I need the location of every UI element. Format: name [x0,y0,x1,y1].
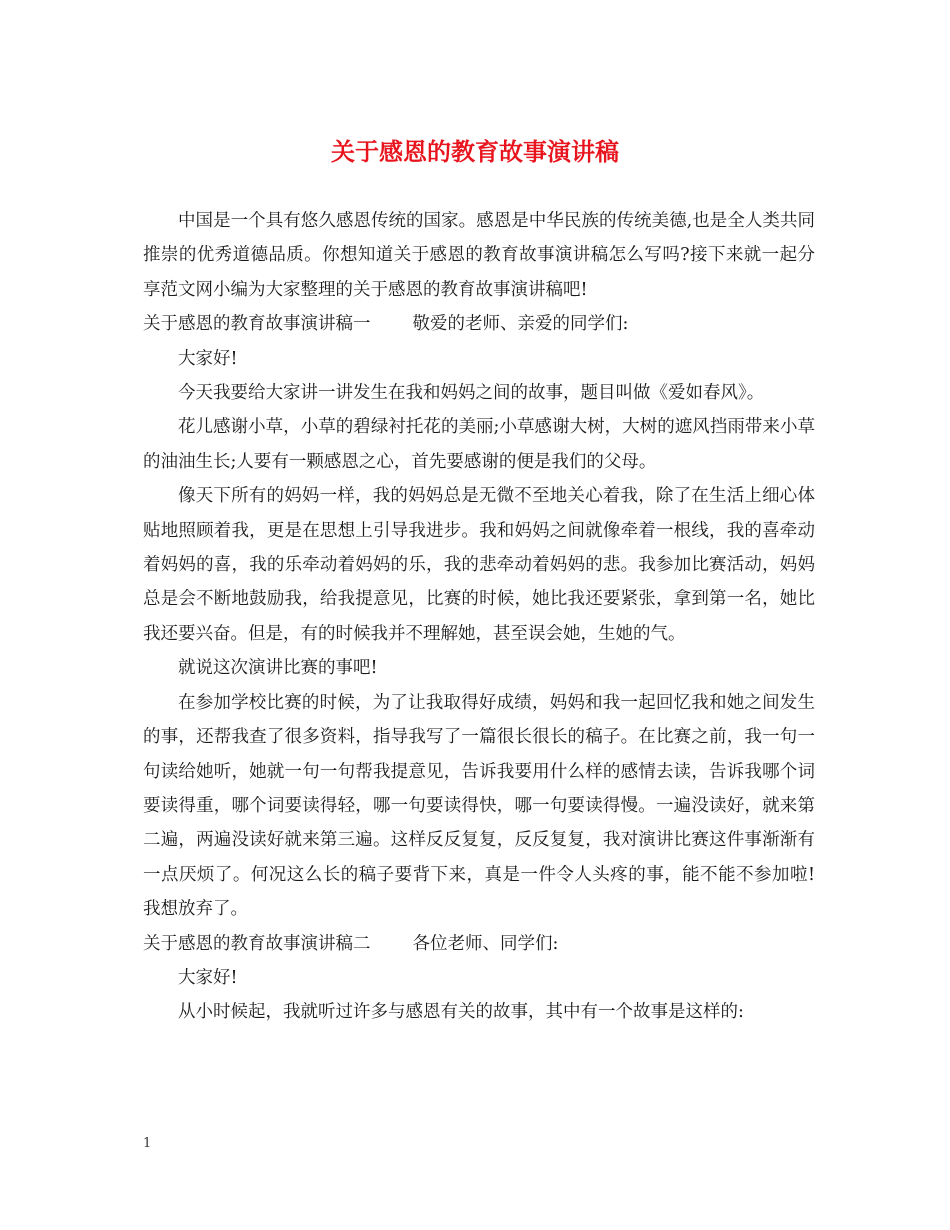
document-body [143,204,815,1030]
speech1-heading-row [143,307,815,341]
speech2-heading: 关于感恩的教育故事演讲稿二 [143,933,371,954]
speech1-paragraph: 像天下所有的妈妈一样，我的妈妈总是无微不至地关心着我，除了在生活上细心体贴地照顾着我，更是在思想上引导我进步。我和妈妈之间就像牵着一根线，我的喜牵动着妈妈的喜，我的乐牵动着妈妈的乐，我的悲牵动着妈妈的悲。我参加比赛活动，妈妈总是会不断地鼓励我，给我提意见，比赛的时候，她比我还要紧张，拿到第一名，她比我还要兴奋。但是，有的时候我并不理解她，甚至误会她，生她的气。 [143,486,815,644]
speech1-paragraph: 就说这次演讲比赛的事吧! [178,658,378,679]
speech2-heading-row [143,927,815,961]
speech1-heading: 关于感恩的教育故事演讲稿一 [143,314,371,335]
speech1-salutation: 敬爱的老师、亲爱的同学们: [412,314,629,335]
page-number: 1 [143,1136,152,1151]
speech2-paragraph: 从小时候起，我就听过许多与感恩有关的故事，其中有一个故事是这样的: [178,1002,744,1023]
document-title: 关于感恩的教育故事演讲稿 [331,137,619,166]
speech2-salutation: 各位老师、同学们: [412,933,559,954]
speech1-paragraph: 大家好! [178,348,238,369]
speech1-paragraph: 今天我要给大家讲一讲发生在我和妈妈之间的故事，题目叫做《爱如春风》。 [178,383,765,404]
speech1-paragraph: 花儿感谢小草，小草的碧绿衬托花的美丽;小草感谢大树，大树的遮风挡雨带来小草的油油生长;人要有一颗感恩之心，首先要感谢的便是我们的父母。 [143,417,815,472]
intro-paragraph: 中国是一个具有悠久感恩传统的国家。感恩是中华民族的传统美德,也是全人类共同推崇的优秀道德品质。你想知道关于感恩的教育故事演讲稿怎么写吗?接下来就一起分享范文网小编为大家整理的关于感恩的教育故事演讲稿吧! [143,211,815,300]
speech2-paragraph: 大家好! [178,967,238,988]
speech1-paragraph: 在参加学校比赛的时候，为了让我取得好成绩，妈妈和我一起回忆我和她之间发生的事，还帮我查了很多资料，指导我写了一篇很长很长的稿子。在比赛之前，我一句一句读给她听，她就一句一句帮我提意见，告诉我要用什么样的感情去读，告诉我哪个词要读得重，哪个词要读得轻，哪一句要读得快，哪一句要读得慢。一遍没读好，就来第二遍，两遍没读好就来第三遍。这样反反复复，反反复复，我对演讲比赛这件事渐渐有一点厌烦了。何况这么长的稿子要背下来，真是一件令人头疼的事，能不能不参加啦!我想放弃了。 [143,692,815,920]
